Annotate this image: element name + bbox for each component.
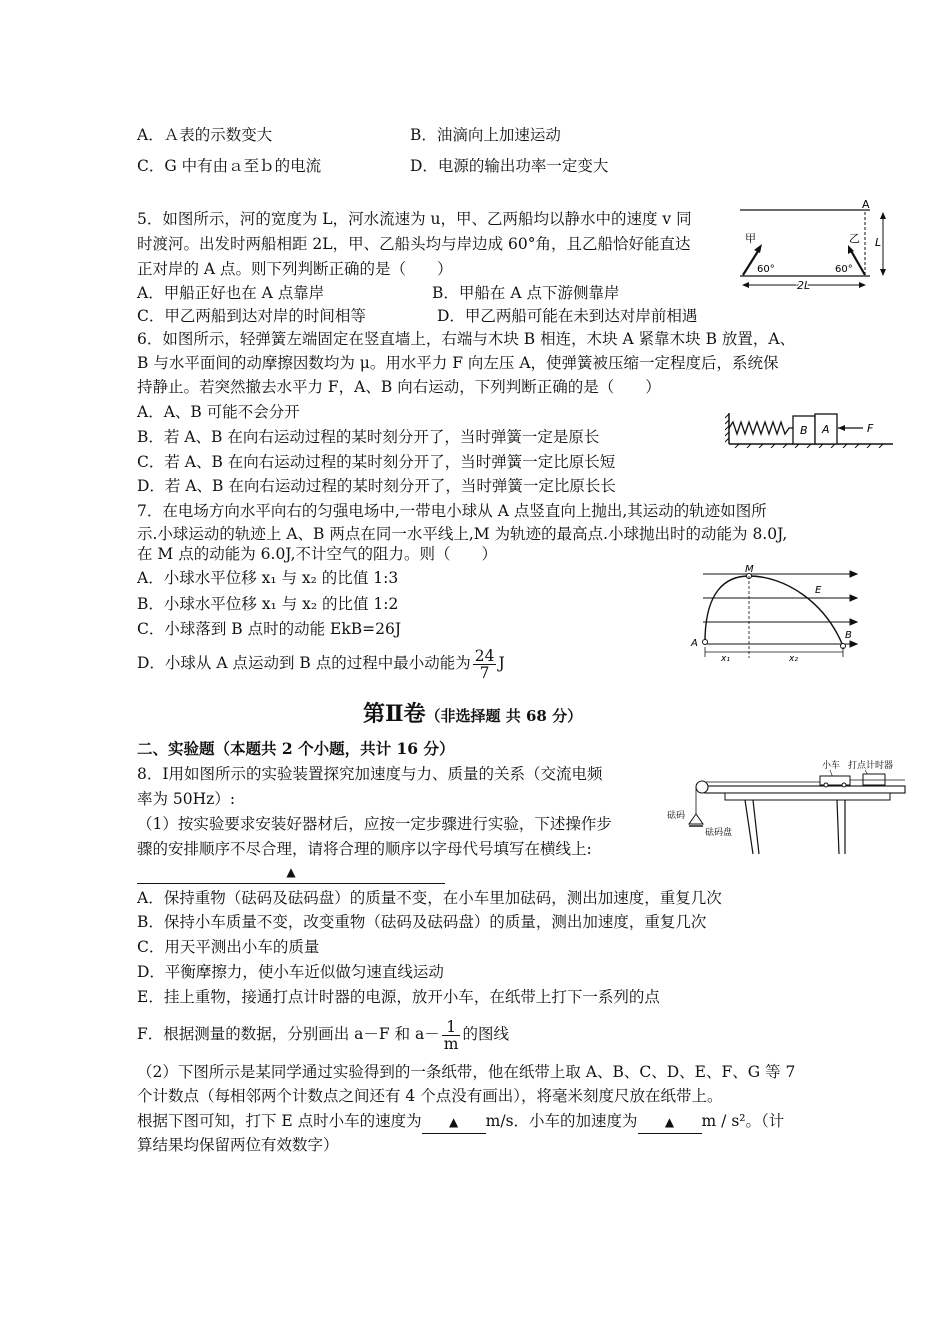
q7-stem-line3: 在 M 点的动能为 6.0J,不计空气的阻力。则（ ） (137, 545, 498, 563)
q5-option-b: B．甲船在 A 点下游侧靠岸 (432, 284, 620, 302)
q4-option-c: C．G 中有由ａ至ｂ的电流 (137, 157, 322, 175)
q4-option-d: D．电源的输出功率一定变大 (410, 157, 609, 175)
boat-jia-label: 甲 (745, 232, 756, 245)
q6-stem-line3: 持静止。若突然撤去水平力 F，A、B 向右运动，下列判断正确的是（ ） (137, 378, 661, 396)
q6-option-a: A．A、B 可能不会分开 (137, 403, 300, 421)
q4-option-a: A．Ａ表的示数变大 (137, 126, 273, 144)
q6-option-c: C．若 A、B 在向右运动过程的某时刻分开了，当时弹簧一定比原长短 (137, 453, 616, 471)
part2-heading: 二、实验题（本题共 2 个小题，共计 16 分） (137, 739, 455, 758)
q7-stem-line2: 示.小球运动的轨迹上 A、B 两点在同一水平线上,M 为轨迹的最高点.小球抛出时的动能为 8.0J, (137, 525, 788, 543)
q6-option-b: B．若 A、B 在向右运动过程的某时刻分开了，当时弹簧一定是原长 (137, 428, 600, 446)
q8-step-e: E．挂上重物，接通打点计时器的电源，放开小车，在纸带上打下一系列的点 (137, 988, 660, 1006)
cart-apparatus-diagram (665, 756, 920, 858)
q7-option-c: C．小球落到 B 点时的动能 EkB=26J (137, 620, 402, 638)
q7-option-b: B．小球水平位移 x₁ 与 x₂ 的比值 1:2 (137, 595, 399, 613)
weight-label: 砝码 (667, 811, 686, 821)
fraction-numerator: 24 (474, 646, 495, 665)
pan-label: 砝码盘 (705, 828, 733, 838)
q5-stem-line2: 时渡河。出发时两船相距 2L，甲、乙船头均与岸边成 60°角，且乙船恰好能直达 (137, 235, 691, 253)
block-b-label: B (800, 424, 808, 437)
q7-option-a: A．小球水平位移 x₁ 与 x₂ 的比值 1:3 (137, 569, 399, 587)
q6-option-d: D．若 A、B 在向右运动过程的某时刻分开了，当时弹簧一定比原长长 (137, 477, 616, 495)
q8-step-f-text: F．根据测量的数据，分别画出 a－F 和 a－ (137, 1025, 440, 1043)
q7-option-d-unit: J (498, 654, 505, 672)
spring (729, 422, 793, 434)
q8-step-f-suffix: 的图线 (462, 1025, 509, 1043)
q8-part2-line3-mid: m/s．小车的加速度为 (485, 1112, 638, 1130)
q8-part2-line2: 个计数点（每相邻两个计数点之间还有 4 个点没有画出），将毫米刻度尺放在纸带上。 (137, 1087, 723, 1105)
q8-stem-line4: 骤的安排顺序不尽合理，请将合理的顺序以字母代号填写在横线上: (137, 840, 592, 858)
q5-stem-line3: 正对岸的 A 点。则下列判断正确的是（ ） (137, 260, 453, 278)
section-title (363, 700, 582, 730)
section-title-main: 第Ⅱ卷 (363, 701, 426, 727)
spring-block-diagram (725, 408, 895, 448)
q6-stem-line2: B 与水平面间的动摩擦因数均为 μ。用水平力 F 向左压 A，使弹簧被压缩一定程度后，系统保 (137, 354, 779, 372)
q8-step-b: B．保持小车质量不变，改变重物（砝码及砝码盘）的质量，测出加速度，重复几次 (137, 913, 707, 931)
point-m-label: M (745, 564, 754, 575)
q5-option-a: A．甲船正好也在 A 点靠岸 (137, 284, 325, 302)
river-diagram (735, 196, 895, 301)
q8-step-c: C．用天平测出小车的质量 (137, 938, 320, 956)
q8-part2-line3 (137, 1110, 784, 1134)
q6-stem-line1: 6．如图所示，轻弹簧左端固定在竖直墙上，右端与木块 B 相连，木块 A 紧靠木块 B 放置，A、 (137, 330, 796, 348)
pulley (696, 781, 708, 793)
q8-stem-line3: （1）按实验要求安装好器材后，应按一定步骤进行实验，下述操作步 (137, 815, 612, 833)
q7-option-d-text: D．小球从 A 点运动到 B 点的过程中最小动能为 (137, 654, 471, 672)
q4-option-b: B．油滴向上加速运动 (410, 126, 561, 144)
acceleration-answer-blank[interactable]: ▲ (638, 1111, 702, 1134)
q8-part2-line1: （2）下图所示是某同学通过实验得到的一条纸带，他在纸带上取 A、B、C、D、E、F、G 等 7 (137, 1063, 796, 1081)
force-f-label: F (867, 422, 874, 435)
distance-2l-label: 2L (797, 279, 811, 292)
q8-step-d: D．平衡摩擦力，使小车近似做匀速直线运动 (137, 963, 444, 981)
timer (863, 774, 885, 785)
fraction-numerator: 1 (442, 1019, 461, 1036)
x2-label: x₂ (789, 654, 798, 664)
angle-yi-label: 60° (835, 264, 853, 275)
field-e-label: E (815, 585, 822, 596)
q8-answer-blank[interactable]: ▲ (137, 861, 445, 884)
table-top (705, 786, 905, 793)
q5-option-d: D．甲乙两船可能在未到达对岸前相遇 (437, 307, 698, 325)
timer-label: 打点计时器 (848, 761, 894, 771)
velocity-answer-blank[interactable]: ▲ (422, 1111, 486, 1134)
q5-option-c: C．甲乙两船到达对岸的时间相等 (137, 307, 366, 325)
q8-part2-line3-text: 根据下图可知，打下 E 点时小车的速度为 (137, 1112, 422, 1130)
block-a-label: A (822, 423, 830, 436)
q8-step-a: A．保持重物（砝码及砝码盘）的质量不变，在小车里加砝码，测出加速度，重复几次 (137, 889, 722, 907)
river-width-label: L (875, 236, 882, 249)
boat-yi-label: 乙 (849, 232, 860, 245)
q8-answer-line[interactable] (137, 860, 445, 884)
point-b-label: B (845, 630, 852, 641)
point-a-label: A (691, 638, 698, 649)
river-point-a-label: A (862, 198, 870, 211)
trajectory-diagram (685, 562, 865, 668)
q8-stem-line1: 8．Ⅰ用如图所示的实验装置探究加速度与力、质量的关系（交流电频 (137, 765, 603, 783)
q8-step-f (137, 1014, 509, 1054)
section-title-sub: （非选择题 共 68 分） (425, 707, 583, 725)
q7-stem-line1: 7．在电场方向水平向右的匀强电场中,一带电小球从 A 点竖直向上抛出,其运动的轨迹如图所 (137, 502, 767, 520)
cart-label: 小车 (822, 761, 841, 771)
q8-part2-line4: 算结果均保留两位有效数字） (137, 1136, 339, 1154)
q8-stem-line2: 率为 50Hz）: (137, 790, 236, 808)
fraction-24-7 (473, 648, 497, 681)
q8-part2-line3-unit: m / s²。（计 (701, 1112, 785, 1130)
q7-option-d (137, 643, 505, 683)
angle-jia-label: 60° (757, 264, 775, 275)
x1-label: x₁ (721, 654, 730, 664)
fraction-denominator: m (443, 1034, 459, 1053)
fraction-denominator: 7 (479, 663, 490, 682)
fraction-1-m (442, 1019, 461, 1052)
trajectory-curve (705, 576, 843, 646)
q5-stem-line1: 5．如图所示，河的宽度为 L，河水流速为 u，甲、乙两船均以静水中的速度 v 同 (137, 210, 692, 228)
